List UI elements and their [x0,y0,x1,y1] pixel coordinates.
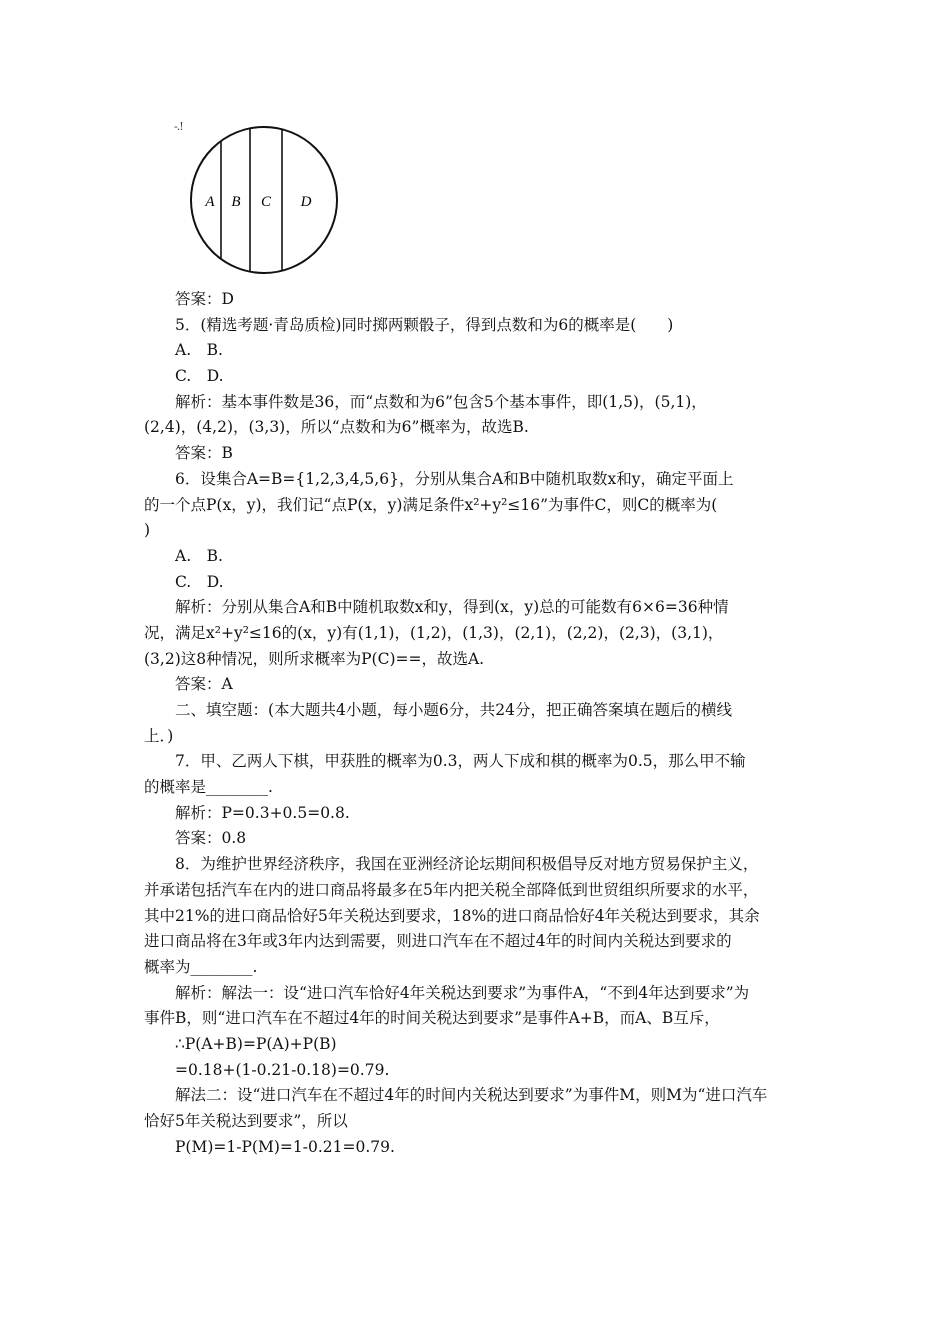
text-line: 进口商品将在3年或3年内达到需要，则进口汽车在不超过4年的时间内关税达到要求的 [144,932,732,951]
text-line: 恰好5年关税达到要求”，所以 [144,1112,348,1130]
text-line: A. B. [175,546,223,565]
text-line: 解析：分别从集合A和B中随机取数x和y，得到(x，y)总的可能数有6×6=36种情 [175,598,729,617]
text-line: 并承诺包括汽车在内的进口商品将最多在5年内把关税全部降低到世贸组织所要求的水平， [144,880,759,899]
text-line: 解析：解法一：设“进口汽车恰好4年关税达到要求”为事件A，“不到4年达到要求”为 [175,983,750,1002]
region-label-c: C [260,194,272,210]
text-line: ) [144,521,151,540]
region-label-b: B [231,194,241,210]
text-line: =0.18+(1-0.21-0.18)=0.79. [175,1060,390,1079]
text-line: A. B. [175,341,223,360]
text-line: C. D. [175,572,224,591]
text-line: 解析：P=0.3+0.5=0.8. [175,803,350,822]
text-line: 答案：0.8 [175,829,247,848]
text-line: 答案：A [175,675,233,694]
text-line: C. D. [175,367,224,386]
text-line: 8．为维护世界经济秩序，我国在亚洲经济论坛期间积极倡导反对地方贸易保护主义， [175,855,759,874]
text-line: 的概率是________. [144,778,273,797]
text-line: 况，满足x²+y²≤16的(x，y)有(1,1)，(1,2)，(1,3)，(2,1)，(2,2)，(2,3)，(3,1)， [144,623,724,642]
text-line: 答案：D [175,290,234,308]
text-line: P(M)=1-P(M)=1-0.21=0.79. [175,1137,395,1156]
text-line: 二、填空题：(本大题共4小题，每小题6分，共24分，把正确答案填在题后的横线 [175,701,732,719]
text-line: (2,4)，(4,2)，(3,3)，所以“点数和为6”概率为，故选B. [144,418,529,437]
text-line: ∴P(A+B)=P(A)+P(B) [175,1034,337,1053]
text-line: 6．设集合A=B={1,2,3,4,5,6}，分别从集合A和B中随机取数x和y，确定平面上 [175,469,734,488]
text-line: 事件B，则“进口汽车在不超过4年的时间关税达到要求”是事件A+B，而A、B互斥， [144,1009,720,1028]
region-label-a: A [205,194,215,210]
text-line: 答案：B [175,444,233,463]
circle-regions-figure [188,124,340,276]
region-label-d: D [300,194,312,210]
text-line: 解析：基本事件数是36，而“点数和为6”包含5个基本事件，即(1,5)，(5,1)， [175,392,707,411]
text-line: 7．甲、乙两人下棋，甲获胜的概率为0.3，两人下成和棋的概率为0.5，那么甲不输 [175,752,746,771]
document-body [144,287,810,1160]
text-line: 解法二：设“进口汽车在不超过4年的时间内关税达到要求”为事件M，则M为“进口汽车 [175,1086,768,1105]
text-line: (3,2)这8种情况，则所求概率为P(C)==，故选A. [144,649,485,668]
corner-mark: -.! [174,120,183,133]
text-line: 的一个点P(x，y)，我们记“点P(x，y)满足条件x²+y²≤16”为事件C，则C的概率为( [144,495,718,514]
text-line: 上．) [144,726,174,745]
text-line: 其中21%的进口商品恰好5年关税达到要求，18%的进口商品恰好4年关税达到要求，其余 [144,906,760,925]
text-line: 概率为________. [144,957,258,976]
text-line: 5．(精选考题·青岛质检)同时掷两颗骰子，得到点数和为6的概率是( ) [175,315,674,334]
